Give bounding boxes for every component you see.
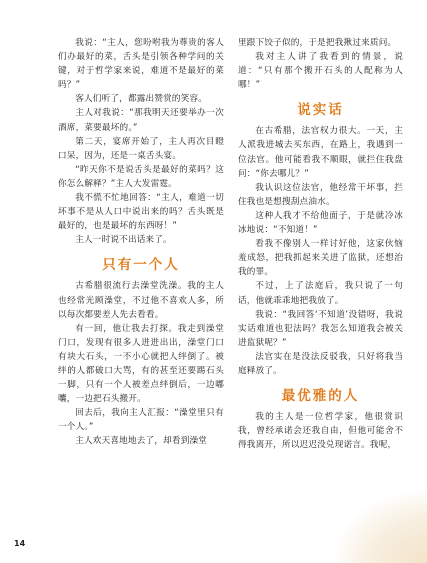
paragraph: 不过，上了法庭后，我只说了一句话，他就乖乖地把我放了。 [238, 281, 403, 306]
paragraph: 里跟下饺子似的，于是把我揪过来质问。 [238, 38, 397, 48]
paragraph: 主人欢天喜地地去了，却看到澡堂 [75, 436, 208, 447]
section-heading: 最优雅的人 [281, 388, 360, 405]
paragraph: 这种人我才不给他面子，于是就冷冰冰地说：“不知道！” [238, 210, 403, 236]
paragraph: 客人们听了，都露出赞赏的笑容。 [75, 94, 208, 105]
corner-decoration [337, 493, 427, 563]
paragraph: 我说：“主人，您吩咐我为尊贵的客人们办最好的菜，舌头是引领各种学问的关键，对于哲学家来说，难道不是最好的菜吗？” [58, 38, 224, 91]
paragraph: 回去后，我向主人汇报：“澡堂里只有一个人。” [58, 408, 224, 433]
section-heading: 只有一个人 [102, 257, 180, 274]
paragraph: 有一回，他让我去打探。我走到澡堂门口，发现有很多人进进出出，澡堂门口有块大石头，一不小心就把人绊倒了。被绊的人都破口大骂，有的甚至还要踢石头一脚，只有一个人被差点绊倒后，一边嘟囔，一边把石头搬开。 [58, 323, 224, 405]
paragraph: “昨天你不是说舌头是最好的菜吗？这你怎么解释？”主人大发雷霆。 [58, 164, 224, 189]
section-heading: 说实话 [297, 102, 344, 119]
paragraph: 我的主人是一位哲学家，他很赏识我，曾经承诺会还我自由，但他可能舍不得我离开，所以迟迟没兑现诺言。我呢， [238, 412, 403, 451]
right-column [238, 36, 403, 452]
paragraph: 我说：“我回答‘不知道’没错呀，我说实话难道也犯法吗？我怎么知道我会被关进监狱呢？” [238, 309, 403, 348]
paragraph: 看我不像别人一样讨好他，这家伙恼羞成怒，把我抓起来关进了监狱，还想治我的罪。 [238, 239, 403, 278]
paragraph: 我不慌不忙地回答：“主人，难道一切坏事不是从人口中说出来的吗？舌头既是最好的，也是最坏的东西呀！” [58, 193, 224, 232]
paragraph: 在古希腊，法官权力很大。一天，主人派我进城去买东西，在路上，我遇到一位法官。他可能看我不顺眼，就拦住我盘问：“你去哪儿？” [238, 126, 403, 179]
paragraph: 法官实在是没法反驳我，只好将我当庭释放了。 [238, 351, 403, 376]
paragraph: 我对主人讲了我看到的情景，说道：“只有那个搬开石头的人配称为人哪！” [238, 52, 403, 91]
paragraph: 主人对我说：“那我明天还要举办一次酒席，菜要最坏的。” [58, 108, 224, 133]
paragraph: 第二天，宴席开始了，主人再次目瞪口呆，因为，还是一桌舌头宴。 [58, 136, 224, 161]
page-number: 14 [14, 539, 26, 548]
paragraph: 主人一时说不出话来了。 [75, 235, 172, 246]
left-column [58, 36, 224, 449]
paragraph: 我认识这位法官，他经常干坏事，拦住我也是想搜刮点油水。 [238, 182, 403, 207]
paragraph: 古希腊很流行去澡堂洗澡。我的主人也经常光顾澡堂，不过他不喜欢人多，所以每次都要差人先去看看。 [58, 281, 224, 320]
